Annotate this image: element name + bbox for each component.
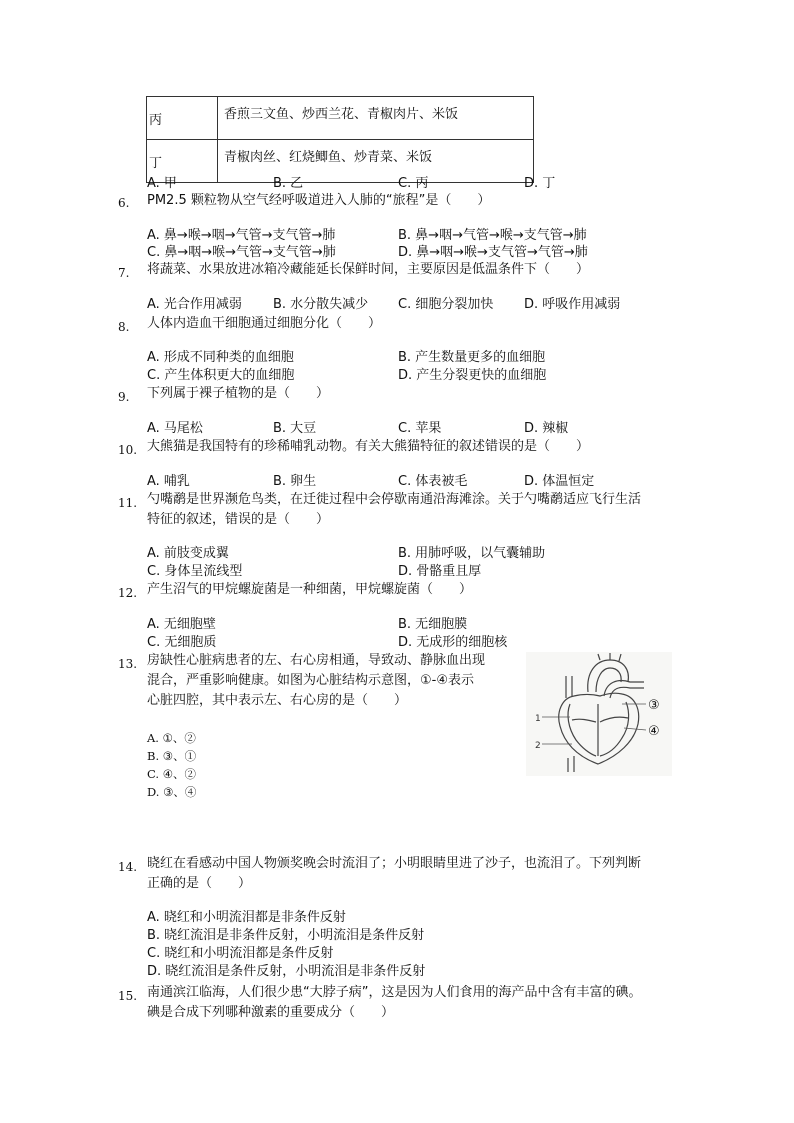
table-key: 丙 <box>147 97 218 140</box>
q8-option-d: D. 产生分裂更快的血细胞 <box>398 368 547 383</box>
q5-option-b: B. 乙 <box>273 176 304 191</box>
q9-option-b: B. 大豆 <box>273 421 317 436</box>
q9-number: 9. <box>118 390 130 404</box>
q9-option-a: A. 马尾松 <box>147 421 203 436</box>
q11-option-b: B. 用肺呼吸，以气囊辅助 <box>398 546 546 561</box>
q12-number: 12. <box>118 586 138 600</box>
heart-label-4: ④ <box>648 724 660 739</box>
q8-option-c: C. 产生体积更大的血细胞 <box>147 368 295 383</box>
table-key: 丁 <box>147 140 218 183</box>
q12-option-a: A. 无细胞壁 <box>147 617 216 632</box>
q5-option-d: D. 丁 <box>524 176 556 191</box>
q6-number: 6. <box>118 196 130 210</box>
q11-option-a: A. 前肢变成翼 <box>147 546 229 561</box>
table-row <box>147 140 534 183</box>
q11-stem-line1: 勺嘴鹬是世界濒危鸟类，在迁徙过程中会停歇南通沿海滩涂。关于勺嘴鹬适应飞行生活 <box>147 492 642 507</box>
heart-label-1: 1 <box>535 714 541 724</box>
q6-stem: PM2.5 颗粒物从空气经呼吸道进入人肺的“旅程”是（ ） <box>147 193 491 208</box>
q10-option-a: A. 哺乳 <box>147 474 190 489</box>
q14-option-a: A. 晓红和小明流泪都是非条件反射 <box>147 910 346 925</box>
q12-option-b: B. 无细胞膜 <box>398 617 468 632</box>
q13-stem-line1: 房缺性心脏病患者的左、右心房相通，导致动、静脉血出现 <box>147 653 486 668</box>
q7-stem: 将蔬菜、水果放进冰箱冷藏能延长保鲜时间，主要原因是低温条件下（ ） <box>147 262 590 277</box>
q7-option-c: C. 细胞分裂加快 <box>398 297 494 312</box>
q13-option-c: C. ④、② <box>147 767 197 781</box>
q14-number: 14. <box>118 860 138 874</box>
q14-option-c: C. 晓红和小明流泪都是条件反射 <box>147 946 334 961</box>
q8-option-a: A. 形成不同种类的血细胞 <box>147 350 294 365</box>
q13-stem-line2: 混合，严重影响健康。如图为心脏结构示意图，①-④表示 <box>147 673 474 688</box>
q8-number: 8. <box>118 320 130 334</box>
heart-label-2: 2 <box>535 741 541 751</box>
q10-number: 10. <box>118 443 138 457</box>
q7-option-d: D. 呼吸作用减弱 <box>524 297 621 312</box>
q9-option-c: C. 苹果 <box>398 421 442 436</box>
q15-stem-line1: 南通滨江临海，人们很少患“大脖子病”，这是因为人们食用的海产品中含有丰富的碘。 <box>147 985 642 1000</box>
q13-option-d: D. ③、④ <box>147 785 197 799</box>
q11-number: 11. <box>118 496 138 510</box>
q5-option-c: C. 丙 <box>398 176 429 191</box>
q6-option-b: B. 鼻→咽→气管→喉→支气管→肺 <box>398 228 587 243</box>
table-value: 香煎三文鱼、炒西兰花、青椒肉片、米饭 <box>218 97 534 140</box>
q13-stem-line3: 心脏四腔，其中表示左、右心房的是（ ） <box>147 693 408 708</box>
q10-option-b: B. 卵生 <box>273 474 317 489</box>
q11-option-d: D. 骨骼重且厚 <box>398 564 482 579</box>
q10-option-d: D. 体温恒定 <box>524 474 595 489</box>
q12-option-c: C. 无细胞质 <box>147 635 217 650</box>
q15-stem-line2: 碘是合成下列哪种激素的重要成分（ ） <box>147 1005 395 1020</box>
heart-diagram <box>526 652 672 776</box>
menu-table <box>146 96 534 183</box>
q10-stem: 大熊猫是我国特有的珍稀哺乳动物。有关大熊猫特征的叙述错误的是（ ） <box>147 439 590 454</box>
q8-option-b: B. 产生数量更多的血细胞 <box>398 350 546 365</box>
q11-option-c: C. 身体呈流线型 <box>147 564 243 579</box>
table-row <box>147 97 534 140</box>
table-value: 青椒肉丝、红烧鲫鱼、炒青菜、米饭 <box>218 140 534 183</box>
q15-number: 15. <box>118 989 138 1003</box>
q13-option-a: A. ①、② <box>147 731 196 745</box>
q7-option-a: A. 光合作用减弱 <box>147 297 242 312</box>
q14-stem-line1: 晓红在看感动中国人物颁奖晚会时流泪了；小明眼睛里进了沙子，也流泪了。下列判断 <box>147 856 642 871</box>
q7-option-b: B. 水分散失减少 <box>273 297 369 312</box>
q6-option-c: C. 鼻→咽→喉→气管→支气管→肺 <box>147 245 336 260</box>
q12-option-d: D. 无成形的细胞核 <box>398 635 508 650</box>
q11-stem-line2: 特征的叙述，错误的是（ ） <box>147 512 330 527</box>
q14-stem-line2: 正确的是（ ） <box>147 876 252 891</box>
q13-option-b: B. ③、① <box>147 749 197 763</box>
q9-option-d: D. 辣椒 <box>524 421 569 436</box>
q14-option-d: D. 晓红流泪是条件反射，小明流泪是非条件反射 <box>147 964 426 979</box>
q14-option-b: B. 晓红流泪是非条件反射，小明流泪是条件反射 <box>147 928 425 943</box>
q9-stem: 下列属于裸子植物的是（ ） <box>147 386 330 401</box>
q10-option-c: C. 体表被毛 <box>398 474 468 489</box>
q6-option-a: A. 鼻→喉→咽→气管→支气管→肺 <box>147 228 336 243</box>
q7-number: 7. <box>118 266 130 280</box>
heart-label-3: ③ <box>648 698 660 713</box>
q6-option-d: D. 鼻→咽→喉→支气管→气管→肺 <box>398 245 588 260</box>
q13-number: 13. <box>118 657 138 671</box>
q12-stem: 产生沼气的甲烷螺旋菌是一种细菌，甲烷螺旋菌（ ） <box>147 582 473 597</box>
q8-stem: 人体内造血干细胞通过细胞分化（ ） <box>147 316 382 331</box>
q5-option-a: A. 甲 <box>147 176 177 191</box>
